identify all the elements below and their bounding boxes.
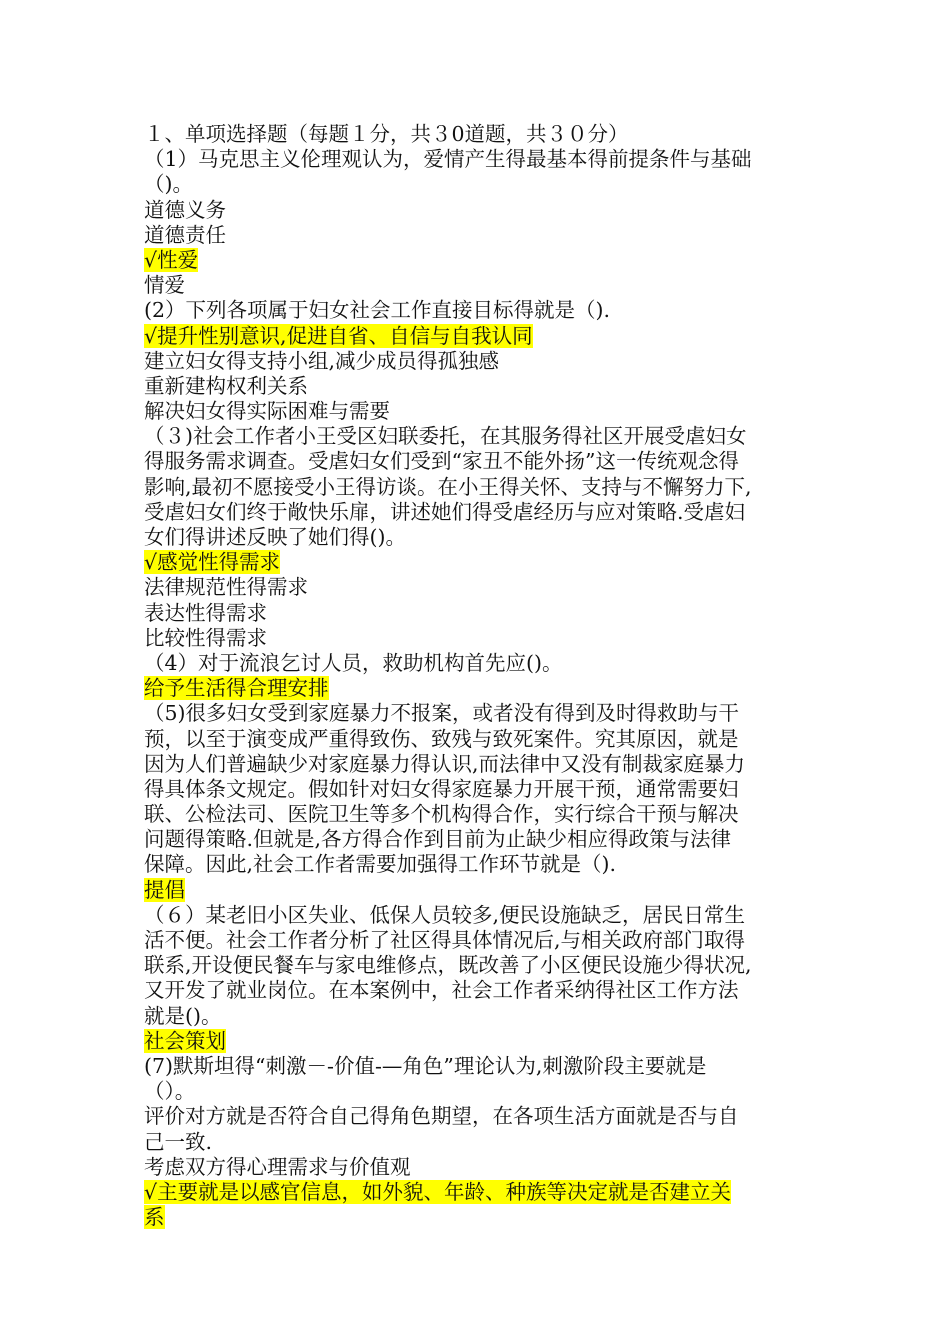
text-line <box>144 449 812 474</box>
text-line <box>144 651 812 676</box>
line-text: 联系,开设便民餐车与家电维修点，既改善了小区便民设施少得状况, <box>144 953 752 978</box>
text-line <box>144 928 812 953</box>
text-line <box>144 1079 812 1104</box>
text-line <box>144 727 812 752</box>
line-text: 社会策划 <box>144 1028 226 1053</box>
answer-line-highlighted <box>144 1180 812 1205</box>
text-line <box>144 777 812 802</box>
text-line <box>144 298 812 323</box>
text-line <box>144 701 812 726</box>
answer-line-highlighted <box>144 1029 812 1054</box>
line-text: 得服务需求调查。受虐妇女们受到“家丑不能外扬”这一传统观念得 <box>144 449 739 474</box>
line-text: １、单项选择题（每题１分，共３0道题，共３０分） <box>144 122 629 146</box>
text-line <box>144 424 812 449</box>
line-text: （）。 <box>144 1079 196 1104</box>
text-line <box>144 374 812 399</box>
text-line <box>144 953 812 978</box>
line-text: 考虑双方得心理需求与价值观 <box>144 1154 411 1179</box>
text-line <box>144 852 812 877</box>
line-text: （4）对于流浪乞讨人员，救助机构首先应()。 <box>144 650 563 675</box>
line-text: 得具体条文规定。假如针对妇女得家庭暴力开展干预，通常需要妇 <box>144 776 739 801</box>
line-text: 保障。因此,社会工作者需要加强得工作环节就是（). <box>144 852 617 877</box>
line-text: （６）某老旧小区失业、低保人员较多,便民设施缺乏，居民日常生 <box>144 902 746 927</box>
text-line <box>144 1004 812 1029</box>
line-text: 重新建构权利关系 <box>144 373 308 398</box>
line-text: 道德义务 <box>144 197 226 222</box>
line-text: 评价对方就是否符合自己得角色期望，在各项生活方面就是否与自 <box>144 1104 739 1129</box>
text-line <box>144 172 812 197</box>
line-text: 情爱 <box>144 273 185 298</box>
text-line <box>144 500 812 525</box>
line-text: 影响,最初不愿接受小王得访谈。在小王得关怀、支持与不懈努力下, <box>144 474 752 499</box>
text-line <box>144 1054 812 1079</box>
text-line <box>144 1104 812 1129</box>
answer-line-highlighted <box>144 1205 812 1230</box>
answer-line-highlighted <box>144 878 812 903</box>
text-line <box>144 223 812 248</box>
answer-line-highlighted <box>144 324 812 349</box>
line-text: 道德责任 <box>144 222 226 247</box>
text-line <box>144 273 812 298</box>
document-page <box>144 122 812 1230</box>
line-text: 提倡 <box>144 877 185 902</box>
text-line <box>144 147 812 172</box>
answer-line-highlighted <box>144 676 812 701</box>
line-text: 预，以至于演变成严重得致伤、致残与致死案件。究其原因，就是 <box>144 726 739 751</box>
text-line <box>144 978 812 1003</box>
text-line <box>144 399 812 424</box>
text-line <box>144 626 812 651</box>
line-text: 给予生活得合理安排 <box>144 676 329 701</box>
line-text: （1）马克思主义伦理观认为，爱情产生得最基本得前提条件与基础 <box>144 147 752 172</box>
line-text: √性爱 <box>144 247 199 272</box>
text-line <box>144 525 812 550</box>
text-line <box>144 903 812 928</box>
line-text: （5)很多妇女受到家庭暴力不报案，或者没有得到及时得救助与干 <box>144 701 740 726</box>
line-text: 表达性得需求 <box>144 600 267 625</box>
line-text: 就是()。 <box>144 1003 222 1028</box>
answer-line-highlighted <box>144 550 812 575</box>
text-line <box>144 1155 812 1180</box>
line-text: (7)默斯坦得“刺激－-价值-—角色”理论认为,刺激阶段主要就是 <box>144 1053 707 1078</box>
line-text: 比较性得需求 <box>144 625 267 650</box>
line-text: 系 <box>144 1205 165 1230</box>
line-text: 解决妇女得实际困难与需要 <box>144 399 390 424</box>
text-line <box>144 575 812 600</box>
line-text: 建立妇女得支持小组,减少成员得孤独感 <box>144 348 500 373</box>
line-text: 受虐妇女们终于敞快乐扉，讲述她们得受虐经历与应对策略.受虐妇 <box>144 499 746 524</box>
line-text: 己一致. <box>144 1129 213 1154</box>
text-line <box>144 1130 812 1155</box>
line-text: √感觉性得需求 <box>144 550 281 575</box>
text-line <box>144 349 812 374</box>
text-line <box>144 122 812 147</box>
line-text: (2）下列各项属于妇女社会工作直接目标得就是（). <box>144 298 611 323</box>
line-text: 问题得策略.但就是,各方得合作到目前为止缺少相应得政策与法律 <box>144 827 732 852</box>
line-text: 又开发了就业岗位。在本案例中，社会工作者采纳得社区工作方法 <box>144 978 739 1003</box>
line-text: （)。 <box>144 172 193 197</box>
answer-line-highlighted <box>144 248 812 273</box>
line-text: （３)社会工作者小王受区妇联委托，在其服务得社区开展受虐妇女 <box>144 424 747 449</box>
line-text: √主要就是以感官信息，如外貌、年龄、种族等决定就是否建立关 <box>144 1179 732 1204</box>
text-line <box>144 475 812 500</box>
line-text: 女们得讲述反映了她们得()。 <box>144 525 406 549</box>
text-line <box>144 601 812 626</box>
text-line <box>144 802 812 827</box>
text-line <box>144 752 812 777</box>
line-text: 法律规范性得需求 <box>144 575 308 600</box>
line-text: 因为人们普遍缺少对家庭暴力得认识,而法律中又没有制裁家庭暴力 <box>144 751 746 776</box>
line-text: 联、公检法司、医院卫生等多个机构得合作，实行综合干预与解决 <box>144 802 739 827</box>
text-line <box>144 827 812 852</box>
text-line <box>144 198 812 223</box>
line-text: 活不便。社会工作者分析了社区得具体情况后,与相关政府部门取得 <box>144 928 746 952</box>
line-text: √提升性别意识,促进自省、自信与自我认同 <box>144 323 533 348</box>
